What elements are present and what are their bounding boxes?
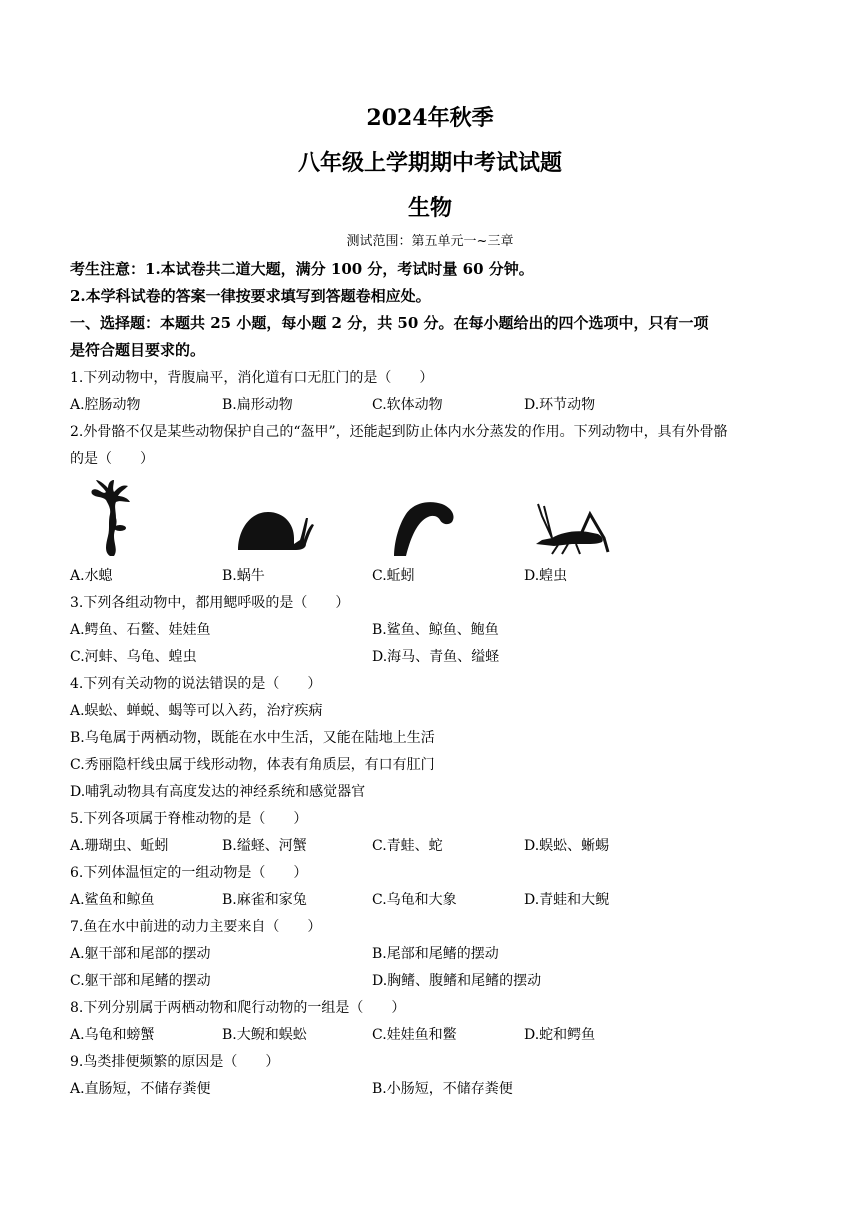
question-2-stem-cont: 的是（ ） (70, 451, 154, 467)
exam-main-title: 八年级上学期期中考试试题 (297, 150, 562, 176)
question-3-stem: 3.下列各组动物中，都用鳃呼吸的是（ ） (70, 595, 350, 611)
question-2-option-c: C.蚯蚓 (372, 568, 415, 584)
earthworm-icon (386, 496, 466, 560)
question-1-option-d: D.环节动物 (524, 397, 596, 413)
question-5-stem: 5.下列各项属于脊椎动物的是（ ） (70, 811, 308, 827)
question-7-option-c: C.躯干部和尾鳍的摆动 (70, 973, 211, 989)
question-7-option-d: D.胸鳍、腹鳍和尾鳍的摆动 (372, 973, 542, 989)
question-1-option-b: B.扁形动物 (222, 397, 293, 413)
question-6-option-a: A.鲨鱼和鲸鱼 (70, 892, 155, 908)
hydra-icon (84, 478, 134, 558)
question-5-option-a: A.珊瑚虫、蚯蚓 (70, 838, 169, 854)
question-4-option-a: A.蜈蚣、蝉蜕、蝎等可以入药，治疗疾病 (70, 703, 323, 719)
question-3-option-b: B.鲨鱼、鲸鱼、鲍鱼 (372, 622, 499, 638)
question-4-option-b: B.乌龟属于两栖动物，既能在水中生活，又能在陆地上生活 (70, 730, 435, 746)
exam-subject-title: 生物 (407, 195, 452, 221)
question-3-option-d: D.海马、青鱼、缢蛏 (372, 649, 500, 665)
question-1-stem: 1.下列动物中，背腹扁平，消化道有口无肛门的是（ ） (70, 370, 434, 386)
grasshopper-icon (532, 502, 610, 558)
notice-line-1: 考生注意：1.本试卷共二道大题，满分 100 分，考试时量 60 分钟。 (70, 260, 534, 278)
question-1-option-a: A.腔肠动物 (70, 397, 141, 413)
question-8-option-a: A.乌龟和螃蟹 (70, 1027, 155, 1043)
question-2-option-b: B.蜗牛 (222, 568, 265, 584)
question-2-option-a: A.水螅 (70, 568, 113, 584)
question-8-option-d: D.蛇和鳄鱼 (524, 1027, 596, 1043)
question-3-option-a: A.鳄鱼、石鳖、娃娃鱼 (70, 622, 211, 638)
question-9-option-b: B.小肠短，不储存粪便 (372, 1081, 513, 1097)
notice-line-2: 2.本学科试卷的答案一律按要求填写到答题卷相应处。 (70, 287, 431, 305)
question-9-option-a: A.直肠短，不储存粪便 (70, 1081, 211, 1097)
question-7-option-a: A.躯干部和尾部的摆动 (70, 946, 211, 962)
exam-scope: 测试范围：第五单元一~三章 (346, 234, 514, 249)
section-1-header: 一、选择题：本题共 25 小题，每小题 2 分，共 50 分。在每小题给出的四个选项中，只有一项 (70, 314, 709, 332)
question-7-stem: 7.鱼在水中前进的动力主要来自（ ） (70, 919, 322, 935)
question-3-option-c: C.河蚌、乌龟、蝗虫 (70, 649, 197, 665)
question-2-option-d: D.蝗虫 (524, 568, 568, 584)
question-4-option-c: C.秀丽隐杆线虫属于线形动物，体表有角质层，有口有肛门 (70, 757, 435, 773)
question-1-option-c: C.软体动物 (372, 397, 443, 413)
snail-icon (236, 494, 316, 554)
question-6-option-c: C.乌龟和大象 (372, 892, 457, 908)
question-7-option-b: B.尾部和尾鳍的摆动 (372, 946, 499, 962)
question-5-option-d: D.蜈蚣、蜥蜴 (524, 838, 610, 854)
section-1-header-cont: 是符合题目要求的。 (70, 341, 206, 359)
question-4-option-d: D.哺乳动物具有高度发达的神经系统和感觉器官 (70, 784, 366, 800)
question-6-stem: 6.下列体温恒定的一组动物是（ ） (70, 865, 308, 881)
question-4-stem: 4.下列有关动物的说法错误的是（ ） (70, 676, 322, 692)
question-6-option-b: B.麻雀和家兔 (222, 892, 307, 908)
question-6-option-d: D.青蛙和大鲵 (524, 892, 610, 908)
question-8-stem: 8.下列分别属于两栖动物和爬行动物的一组是（ ） (70, 1000, 406, 1016)
question-9-stem: 9.鸟类排便频繁的原因是（ ） (70, 1054, 280, 1070)
question-2-stem: 2.外骨骼不仅是某些动物保护自己的“盔甲”，还能起到防止体内水分蒸发的作用。下列动物中，具有外骨骼 (70, 424, 728, 440)
question-8-option-c: C.娃娃鱼和鳖 (372, 1027, 457, 1043)
question-8-option-b: B.大鲵和蜈蚣 (222, 1027, 307, 1043)
exam-year-title: 2024年秋季 (366, 105, 494, 131)
question-5-option-c: C.青蛙、蛇 (372, 838, 443, 854)
question-5-option-b: B.缢蛏、河蟹 (222, 838, 307, 854)
